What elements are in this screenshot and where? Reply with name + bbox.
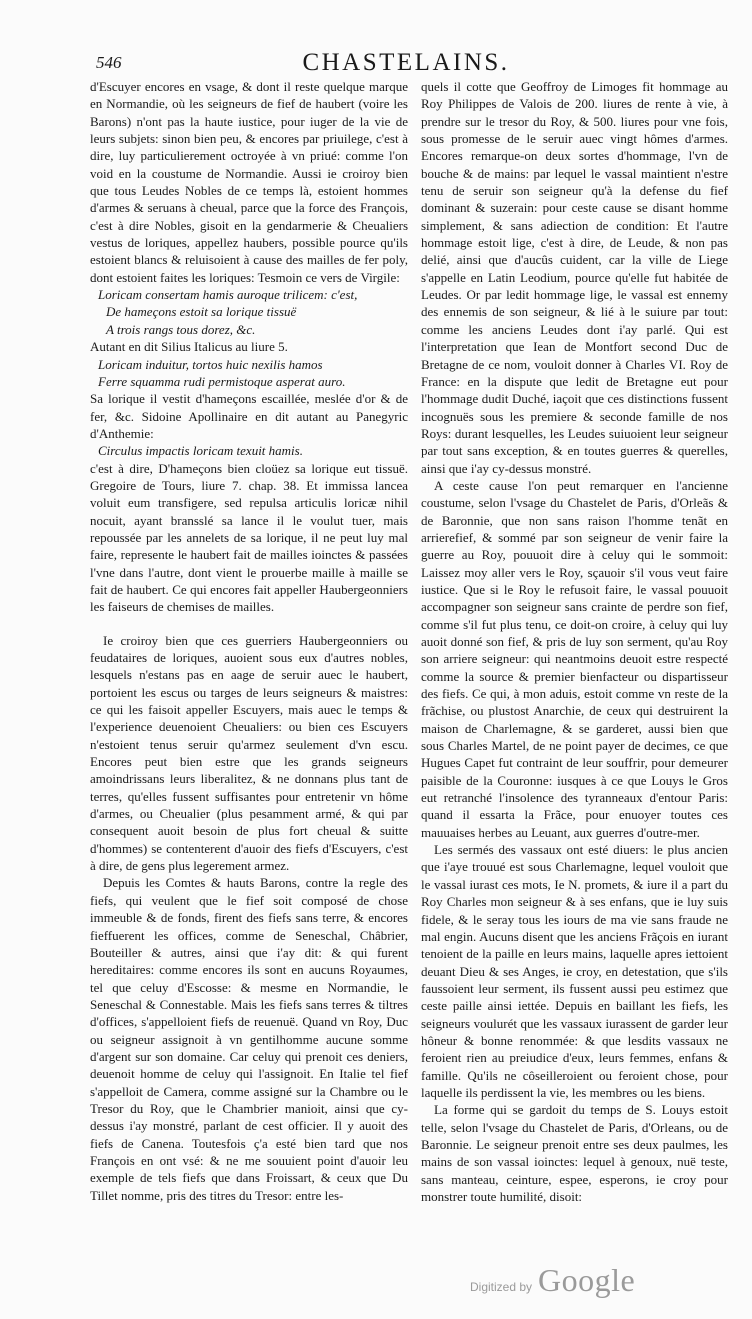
paragraph: Circulus impactis loricam texuit hamis. <box>98 443 303 459</box>
page-header <box>86 49 726 79</box>
paragraph: Loricam consertam hamis auroque trilicem: c'est, <box>98 287 358 303</box>
paragraph: La forme qui se gardoit du temps de S. Louys estoit telle, selon l'vsage du Chastelet de Paris, d'Orleans, ou de Baronnie. Le seigneur prenoit entre ses deux paulmes, les mains de son vassal ioinctes: lequel à genoux, nuë teste, sans manteau, ceinture, espee, esperons, ie croy pour monstrer toute humilité, disoit: <box>421 1102 728 1204</box>
right-column <box>421 78 728 1204</box>
paragraph: A trois rangs tous dorez, &c. <box>106 321 256 337</box>
google-watermark <box>460 1262 720 1302</box>
page-number: 546 <box>96 53 122 72</box>
paragraph: Ie croiroy bien que ces guerriers Haubergeonniers ou feudataires de loriques, auoient sous eux d'autres nobles, lesquels n'estans pas en aage de seruir auec le haubert, portoient les escus ou targes de leurs seigneurs & maistres: ce qui les faisoit appeller Escuyers, mais auec le temps & l'experience deuenoient Cheualiers: ou bien ces Escuyers n'estoient tenus seruir qu'armez seulement d'vn escu. Encores peut bien estre que les grands seigneurs amoindrissans leurs liberalitez, & ne donnans plus tant de terres, qu'elles fussent suffisantes pour entretenir vn hôme d'armes, ou Cheualier (plus pesamment armé, & qui par consequent auoit besoin de plus fort cheual & suitte d'hommes) se contenterent d'auoir des fiefs d'Escuyers, c'est à dire, de gens plus legerement armez. <box>90 632 408 874</box>
google-logo: Google <box>538 1262 636 1298</box>
paragraph: Sa lorique il vestit d'hameçons escaillée, meslée d'or & de fer, &c. Sidoine Apollinaire en dit autant au Panegyric d'Anthemie: <box>90 391 408 441</box>
paragraph: quels il cotte que Geoffroy de Limoges fit hommage au Roy Philippes de Valois de 200. liures de rente à vie, à prendre sur le tresor du Roy, & 500. liures pour vne fois, sous promesse de le seruir auec vingt hômes d'armes. Encores remarque-on deux sortes d'hommage, l'vn de bouche & de mains: par lequel le vassal maintient n'estre tenu de seruir son seigneur qu'à la defense du fief dominant & suzerain: pour ceste cause se disant homme simplement, & sans adiection de condition: Et l'autre hommage estoit lige, c'est à dire, de Leude, & non pas delié, ainsi que d'aucûs cuident, car la ville de Liege s'appelle en Latin Leodium, pource qu'elle fut habitée de Leudes. Or par ledit hommage lige, le vassal est ennemy des ennemis de son seigneur, & lié à le suiure par tout: comme les anciens Leudes dont i'ay parlé. Qui est l'interpretation que Iean de Montfort second Duc de Bretagne de ce nom, vouloit donner à Charles VI. Roy de France: en la dispute que ledit de Bretagne eut pour l'hommage dudit Duché, iaçoit que ces distinctions fussent incognuës sous les premiere & seconde famille de nos Roys: durant lesquelles, les Leudes suiuoient leur seigneur par tout sans exception, & en toutes guerres & querelles, ainsi que i'ay cy-dessus monstré. <box>421 79 728 476</box>
paragraph: d'Escuyer encores en vsage, & dont il reste quelque marque en Normandie, où les seigneurs de fief de haubert (voire les Barons) n'ont pas la haute iustice, pour iuger de la vie de leurs subjets: sinon bien peu, & encores par priuilege, c'est à dire, luy particulierement octroyée à vn priué: comme l'on void en la coustume de Normandie. Aussi ie croiroy bien que tous Leudes Nobles de ce temps là, estoient hommes d'armes & seruans à cheual, parce que la force des François, c'est à dire Nobles, gisoit en la gendarmerie & Cheualiers vestus de loriques, appellez haubers, possible pource qu'ils estoient blancs & reluisoient à cause des mailles de fer poly, dont estoient faites les loriques: Tesmoin ce vers de Virgile: <box>90 79 408 285</box>
paragraph: Loricam induitur, tortos huic nexilis hamos <box>98 356 323 372</box>
watermark-prefix: Digitized by <box>470 1280 533 1294</box>
paragraph: Ferre squamma rudi permistoque asperat auro. <box>98 373 346 389</box>
paragraph: Autant en dit Silius Italicus au liure 5. <box>90 339 288 355</box>
paragraph: c'est à dire, D'hameçons bien cloüez sa lorique eut tissuë. Gregoire de Tours, liure 7. chap. 38. Et immissa lancea voluit eum transfigere, sed repulsa articulis loricæ nihil nocuit, ayant bransslé sa lance il le voulut tuer, mais repoussée par les annelets de sa lorique, il ne peut luy mal faire, represente le haubert fait de mailles ioinctes & passées l'vne dans l'autre, dont vient le prouerbe maille à maille se fait de haubert. Ce qui encores fait appeller Haubergeonniers les faiseurs de chemises de mailles. <box>90 460 408 615</box>
paragraph: Les sermés des vassaux ont esté diuers: le plus ancien que i'aye trouué est sous Charlemagne, lequel vouloit que le vassal iurast ces mots, Ie N. promets, & iure il a part du Roy Charles mon seigneur & à ses enfans, que ie luy suis fidele, & le seray tous les iours de ma vie sans fraude ne mal engin. Aucuns disent que les anciens Frãçois en iurant tenoient de la paille en leurs mains, laquelle apres iettoient deuant Dieu & ses Anges, ie croy, en detestation, que s'ils faussoient leur serment, ils fussent aussi peu estimez que ceste paille ainsi iettée. Depuis en baillant les fiefs, les seigneurs voulurét que les vassaux iurassent de garder leur hôneur & bonne renommée: & que lesdits vassaux ne feroient rien au preiudice d'eux, leurs femmes, enfans & famille. Qu'ils ne côseilleroient ou feroient chose, pour laquelle ils perdissent la vie, les membres ou les biens. <box>421 842 728 1100</box>
paragraph: A ceste cause l'on peut remarquer en l'ancienne coustume, selon l'vsage du Chastelet de Paris, d'Orleãs & de Baronnie, que non sans raison l'homme tenãt en arrierefief, & sommé par son seigneur de venir faire la guerre au Roy, pouuoit dire à celuy qui le sommoit: Laissez moy aller vers le Roy, sçauoir s'il vous veut faire iustice. Que si le Roy le refusoit faire, le vassal pouuoit accompagner son seigneur sans crainte de perdre son fief, comme s'il fut plus tenu, ce doit-on croire, à celuy qui luy auoit donné son fief, & pris de luy son serment, qu'au Roy son arriere seigneur: qui neantmoins deuoit estre respecté comme la source & premier bienfacteur ou dispartisseur des fiefs. Ce qui, à mon aduis, estoit comme vn reste de la frãchise, ou plustost Anarchie, de ceux qui destruirent la maison de Charlemagne, & se garderet, aussi bien que sous Charles Martel, de ne point payer de decimes, ce que Hugues Capet fut contraint de leur souffrir, pour demeurer paisible de la Couronne: iusques à ce que Louys le Gros eut retranché l'insolence des tyranneaux d'entour Paris: quand il essarta la Frãce, pour enuoyer toutes ces mauuaises herbes au Leuant, aux guerres d'outre-mer. <box>421 477 728 840</box>
running-head: CHASTELAINS. <box>302 49 510 76</box>
left-column <box>90 78 408 1203</box>
paragraph: Depuis les Comtes & hauts Barons, contre la regle des fiefs, qui veulent que le fief soit composé de chose immeuble & de fonds, firent des fiefs sans terre, & encores fieffuerent les offices, comme de Seneschal, Châbrier, Bouteiller & autres, ainsi que i'ay dit: & qui furent hereditaires: comme encores ils sont en aucuns Royaumes, tel que celuy d'Escosse: & mesme en Normandie, le Seneschal & Connestable. Mais les fiefs sans terres & tiltres d'offices, s'appelloient fiefs de reuenuë. Quand vn Roy, Duc ou seigneur assignoit à vn gentilhomme aucune somme d'argent sur son domaine. Car celuy qui prenoit ces deniers, deuenoit homme de celuy qui l'assignoit. En Italie tel fief s'appelloit de Camera, comme assigné sur la Chambre ou le Tresor du Roy, que le Chambrier manioit, ainsi que cy-dessus i'ay monstré, parlant de cest officier. Il y auoit des fiefs de Canena. Toutesfois ç'a esté bien tard que nos François en ont vsé: & ne me souuient point d'auoir leu exemple de tels fiefs que dans Froissart, & ceux que Du Tillet nomme, pris des titres du Tresor: entre les- <box>90 875 408 1203</box>
paragraph: De hameçons estoit sa lorique tissuë <box>106 304 297 320</box>
